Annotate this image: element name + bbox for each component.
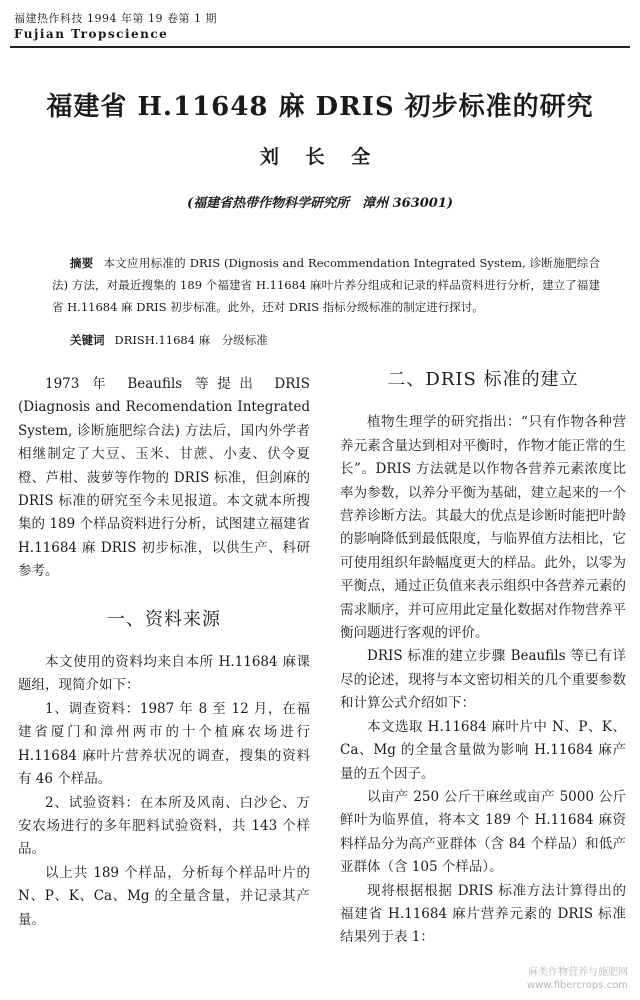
keywords-label: 关键词	[70, 333, 105, 347]
article-title: 福建省 H.11648 麻 DRIS 初步标准的研究	[46, 92, 594, 122]
paragraph: 以上共 189 个样品，分析每个样品叶片的 N、P、K、Ca、Mg 的全量含量，并记录其产量。	[18, 864, 310, 928]
intro-paragraph: 1973 年 Beaufils 等提出 DRIS (Diagnosis and Recomendation Integrated System, 诊断施肥综合法) 方法后，国内外学者相继制定了大豆、玉米、甘蔗、小麦、伏令夏橙、芦柑、菠萝等作物的 DRIS 标准，但剑麻的 DRIS 标准的研究至今未见报道。本文就本所搜集的 189 个样品资料进行分析，试图建立福建省 H.11684 麻 DRIS 初步标准，以供生产、科研参考。	[18, 376, 310, 580]
abstract-text: 本文应用标准的 DRIS (Dignosis and Recommendation Integrated System, 诊断施肥综合法) 方法，对最近搜集的 189 个福建省 H.11684 麻叶片养分组成和记录的样品资料进行分析，建立了福建省 H.11684 麻 DRIS 初步标准。此外，还对 DRIS 指标分级标准的制定进行探讨。	[52, 256, 600, 314]
right-column	[340, 368, 626, 950]
watermark-line: 麻类作物营养与施肥网	[528, 967, 628, 978]
paragraph: 以亩产 250 公斤干麻丝或亩产 5000 公斤鲜叶为临界值，将本文 189 个 H.11684 麻资料样品分为高产亚群体（含 84 个样品）和低产亚群体（含 105 个样品）。	[340, 788, 626, 876]
author-affiliation: (福建省热带作物科学研究所 漳州 363001)	[186, 196, 454, 211]
header-rule	[10, 46, 630, 48]
journal-info: 福建热作科技 1994 年第 19 卷第 1 期	[14, 12, 217, 25]
paragraph: 现将根据根据 DRIS 标准方法计算得出的福建省 H.11684 麻片营养元素的 DRIS 标准结果列于表 1：	[340, 882, 626, 946]
keywords	[70, 330, 600, 350]
paragraph: 本文选取 H.11684 麻叶片中 N、P、K、Ca、Mg 的全量含量做为影响 H.11684 麻产量的五个因子。	[340, 718, 626, 782]
paragraph: 本文使用的资料均来自本所 H.11684 麻课题组，现简介如下：	[18, 654, 310, 694]
section-heading-dris-standard: 二、DRIS 标准的建立	[387, 369, 579, 390]
article-author: 刘 长 全	[259, 146, 381, 168]
journal-english-name: Fujian Tropscience	[14, 27, 169, 41]
section-heading-data-source: 一、资料来源	[107, 608, 221, 630]
paragraph: 1、调查资料：1987 年 8 至 12 月，在福建省厦门和漳州两市的十个植麻农场进行 H.11684 麻叶片营养状况的调查，搜集的资料有 46 个样品。	[18, 700, 310, 788]
paragraph: DRIS 标准的建立步骤 Beaufils 等已有详尽的论述，现将与本文密切相关的几个重要参数和计算公式介绍如下：	[340, 648, 626, 712]
paragraph: 植物生理学的研究指出：“只有作物各种营养元素含量达到相对平衡时，作物才能正常的生长”。DRIS 方法就是以作物各营养元素浓度比率为参数，以养分平衡为基础，建立起来的一个营养诊断方法。其最大的优点是诊断时能把叶龄的影响降低到最低限度，与临界值方法相比，它可使用组织年龄幅度更大的样品。此外，以零为平衡点，通过正负值来表示组织中各营养元素的需求顺序，并可应用此定量化数据对作物营养平衡问题进行客观的评价。	[340, 414, 626, 642]
paragraph: 2、试验资料：在本所及风南、白沙仑、万安农场进行的多年肥料试验资料，共 143 个样品。	[18, 794, 310, 858]
site-watermark	[527, 966, 628, 992]
keywords-text: DRISH.11684 麻 分级标准	[114, 333, 268, 347]
watermark-line: www.fibercrops.com	[526, 980, 628, 991]
abstract	[52, 252, 600, 318]
abstract-label: 摘要	[70, 256, 94, 270]
left-column	[18, 373, 310, 932]
